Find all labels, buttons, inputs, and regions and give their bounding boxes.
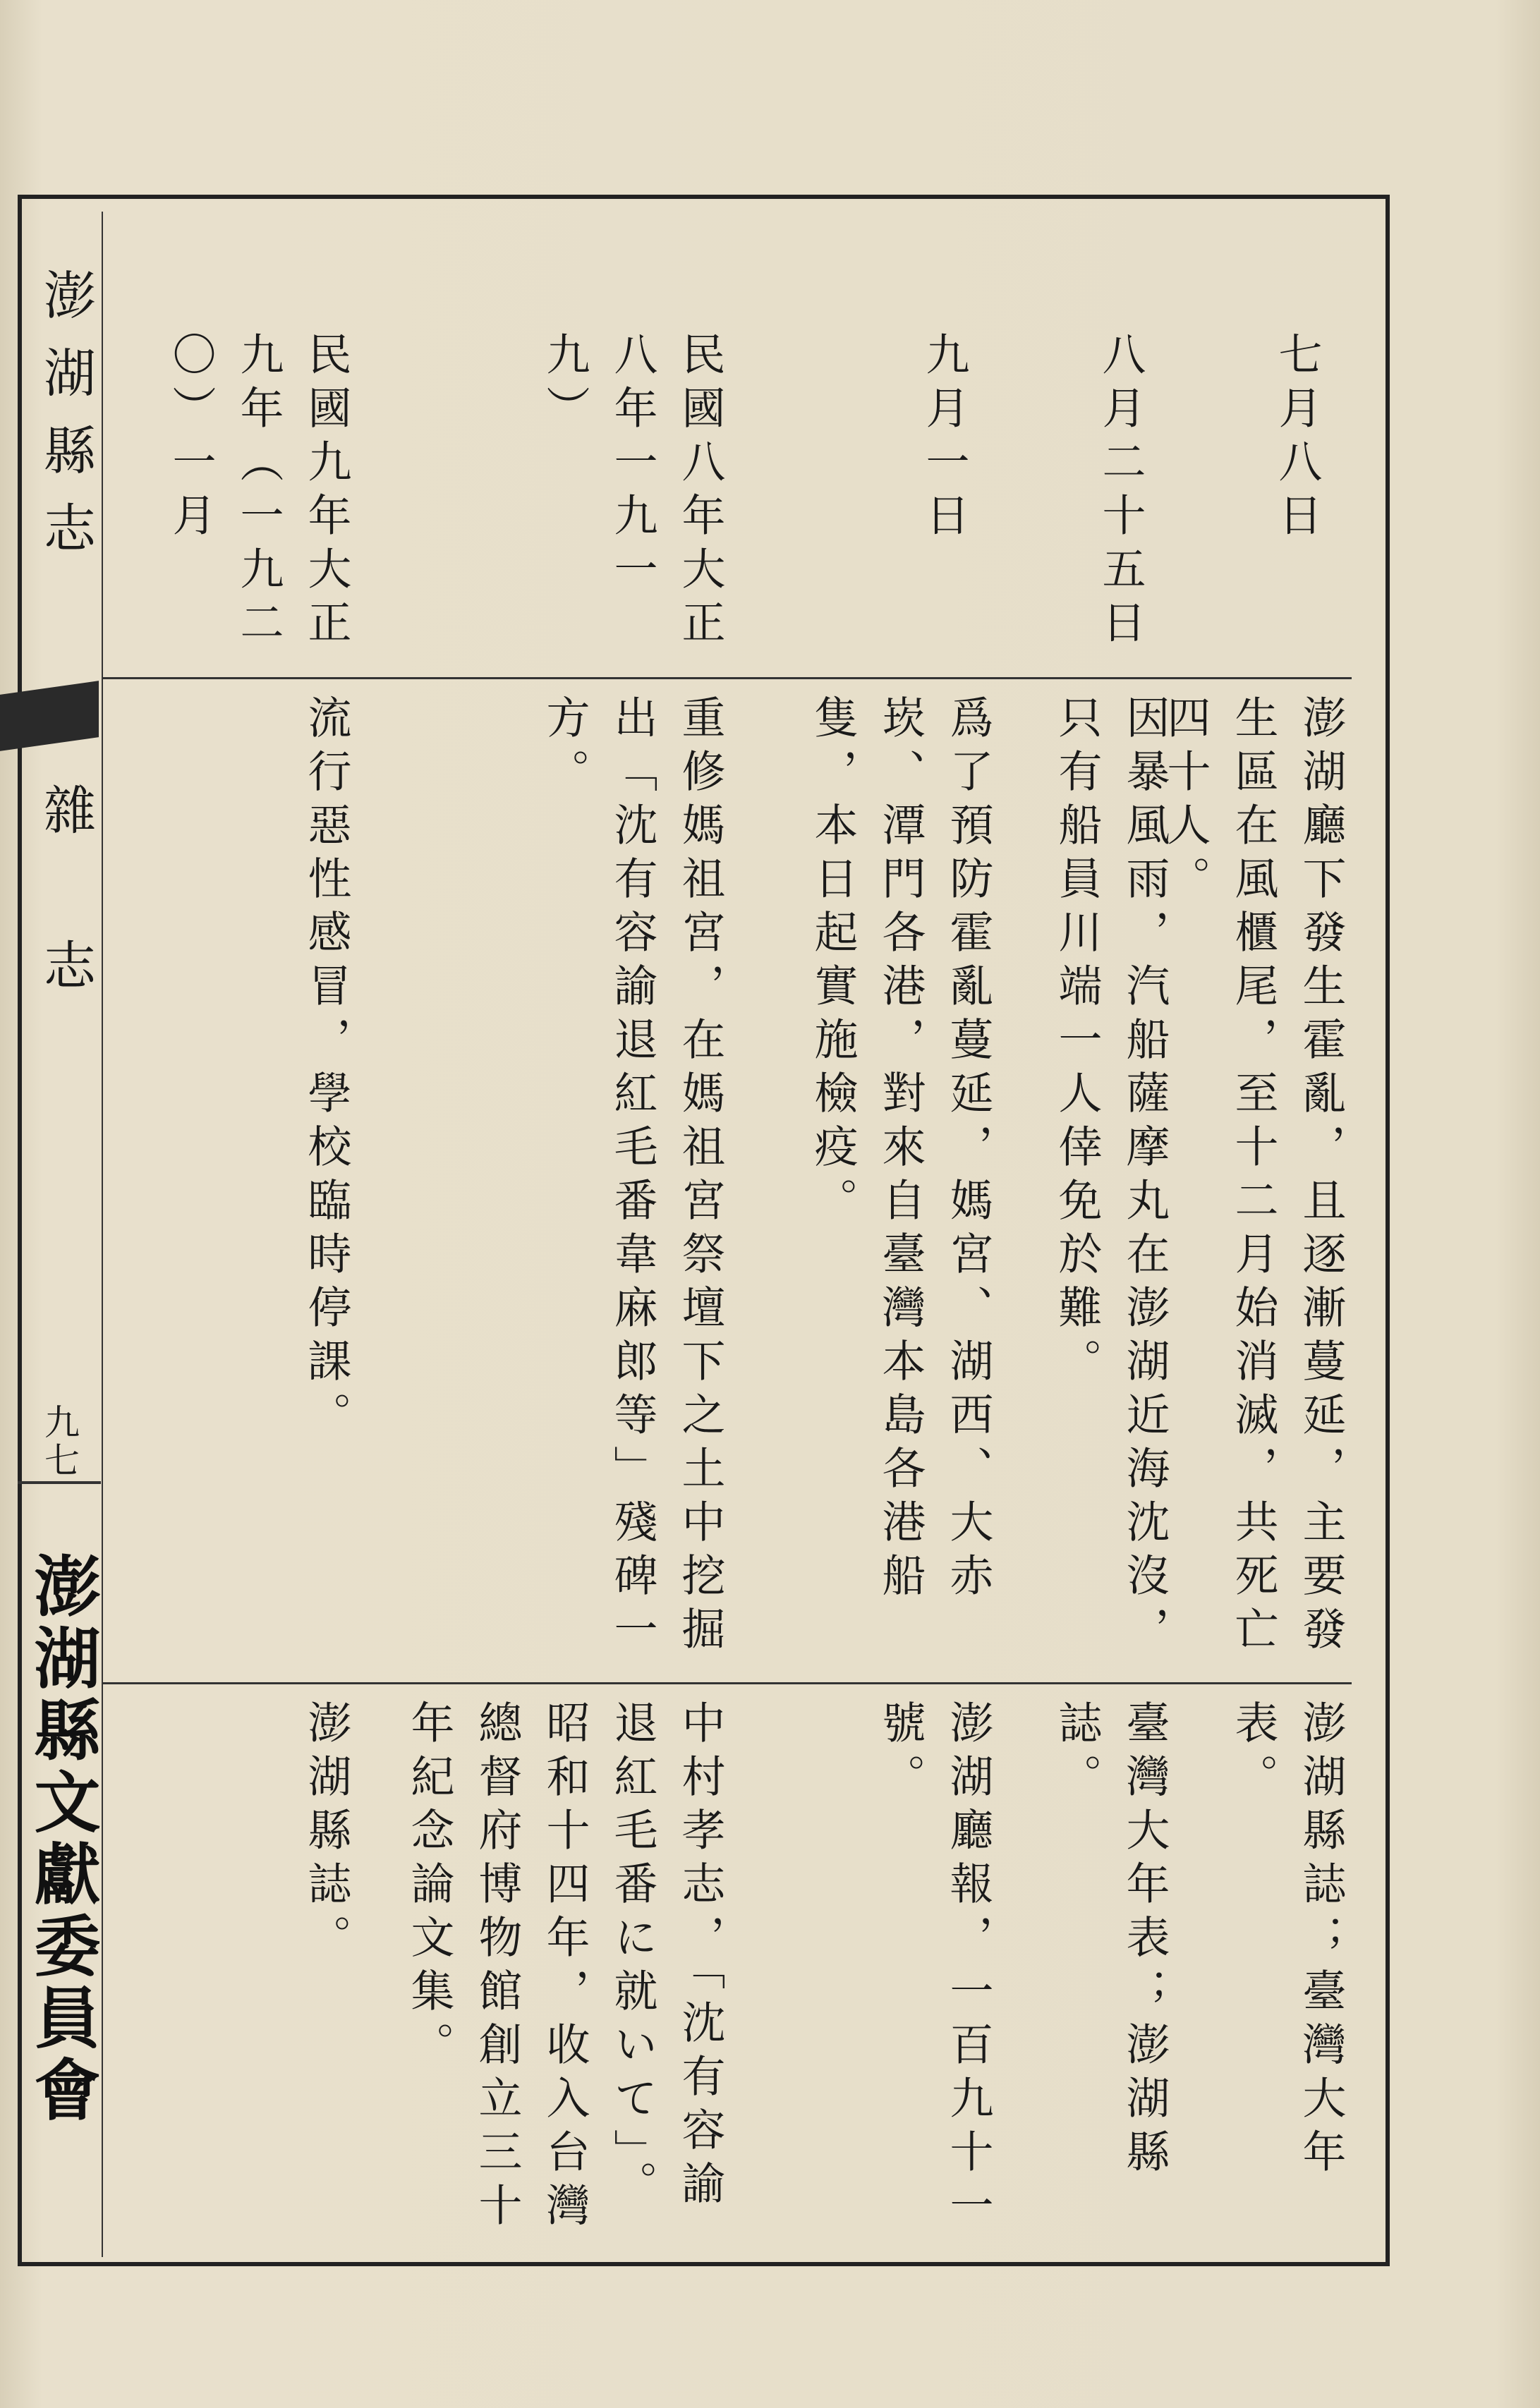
table-row-1-event: 澎湖廳下發生霍亂，且逐漸蔓延，主要發生區在風櫃尾，至十二月始消滅，共死亡四十人。 (1160, 695, 1347, 1660)
table-row-3-date: 九月一日 (918, 332, 970, 546)
table-row-1-date: 七月八日 (1271, 332, 1323, 546)
table-row-5-source: 澎湖縣誌。 (301, 1700, 352, 1968)
table-row-3-event: 爲了預防霍亂蔓延，媽宮、湖西、大赤崁、潭門各港，對來自臺灣本島各港船隻，本日起實施檢疫。 (807, 695, 994, 1606)
table-row-4-date: 民國八年大正八年一九一九） (539, 332, 726, 653)
table-row-1-source: 澎湖縣誌；臺灣大年表。 (1227, 1700, 1347, 2182)
book-title: 澎湖縣志 (35, 268, 96, 578)
table-row-3-source: 澎湖廳報，一百九十一號。 (875, 1700, 994, 2236)
page-number: 九七 (39, 1404, 80, 1480)
table-row-4-event: 重修媽祖宮，在媽祖宮祭壇下之土中挖掘出「沈有容諭退紅毛番韋麻郎等」殘碑一方。 (539, 695, 726, 1660)
source-column-divider (103, 1682, 1352, 1684)
table-row-2-event: 因暴風雨，汽船薩摩丸在澎湖近海沈沒，只有船員川端一人倖免於難。 (1051, 695, 1170, 1660)
table-row-5-date: 民國九年大正九年（一九二〇）一月 (165, 332, 352, 653)
section-title: 雜 志 (35, 783, 96, 1016)
table-row-2-source: 臺灣大年表；澎湖縣誌。 (1051, 1700, 1170, 2182)
date-column-divider (103, 677, 1352, 679)
publisher-name: 澎湖縣文獻委員會 (23, 1552, 100, 2127)
table-row-4-source: 中村孝志，「沈有容諭退紅毛番に就いて」。昭和十四年，收入台灣總督府博物館創立三十年紀念論文集。 (404, 1700, 726, 2236)
table-row-2-date: 八月二十五日 (1095, 332, 1146, 653)
table-row-5-event: 流行惡性感冒，學校臨時停課。 (301, 695, 352, 1445)
page-number-rule (18, 1481, 101, 1484)
